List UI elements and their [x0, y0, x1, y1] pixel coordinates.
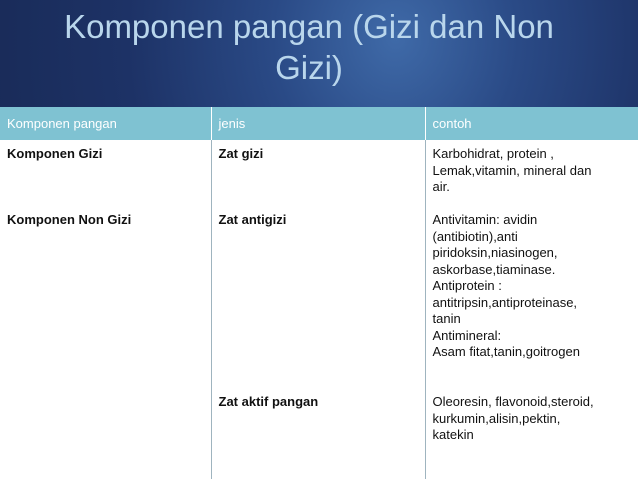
- komponen-non-gizi-label: Komponen Non Gizi: [7, 212, 132, 227]
- zat-aktif-pangan-label: Zat aktif pangan: [218, 394, 319, 409]
- slide-title: [20, 6, 598, 88]
- column-contoh: [425, 140, 638, 479]
- slide-title-line-2: Gizi): [275, 49, 343, 86]
- contoh-line: askorbase,tiaminase.: [432, 261, 556, 277]
- contoh-line: Karbohidrat, protein ,: [432, 146, 554, 161]
- header-komponen: Komponen pangan: [0, 107, 211, 140]
- table-row: [0, 140, 638, 479]
- contoh-line: Lemak,vitamin, mineral dan: [432, 162, 592, 178]
- contoh-line: kurkumin,alisin,pektin,: [432, 410, 561, 426]
- header-jenis: jenis: [211, 107, 425, 140]
- contoh-line: Asam fitat,tanin,goitrogen: [432, 344, 580, 359]
- contoh-aktif: [433, 394, 632, 444]
- column-jenis: [211, 140, 425, 479]
- contoh-line: (antibiotin),anti: [432, 228, 518, 244]
- table-header-row: [0, 107, 638, 140]
- contoh-line: Antimineral:: [432, 327, 502, 343]
- contoh-line: air.: [432, 179, 450, 194]
- contoh-line: Antivitamin: avidin: [432, 212, 538, 227]
- contoh-line: piridoksin,niasinogen,: [432, 245, 558, 260]
- contoh-antigizi: [433, 212, 632, 361]
- contoh-line: Antiprotein :: [432, 278, 502, 293]
- slide-title-line-1: Komponen pangan (Gizi dan Non: [64, 8, 554, 45]
- komponen-gizi-label: Komponen Gizi: [7, 146, 103, 161]
- food-components-table: [0, 107, 638, 479]
- contoh-line: katekin: [432, 427, 474, 442]
- zat-antigizi-label: Zat antigizi: [218, 212, 287, 227]
- contoh-line: tanin: [432, 311, 461, 326]
- contoh-line: antitripsin,antiproteinase,: [432, 294, 578, 310]
- contoh-line: Oleoresin, flavonoid,steroid,: [432, 394, 594, 409]
- zat-gizi-label: Zat gizi: [218, 146, 264, 161]
- header-contoh: contoh: [425, 107, 638, 140]
- contoh-gizi: [433, 146, 632, 196]
- column-komponen: [0, 140, 211, 479]
